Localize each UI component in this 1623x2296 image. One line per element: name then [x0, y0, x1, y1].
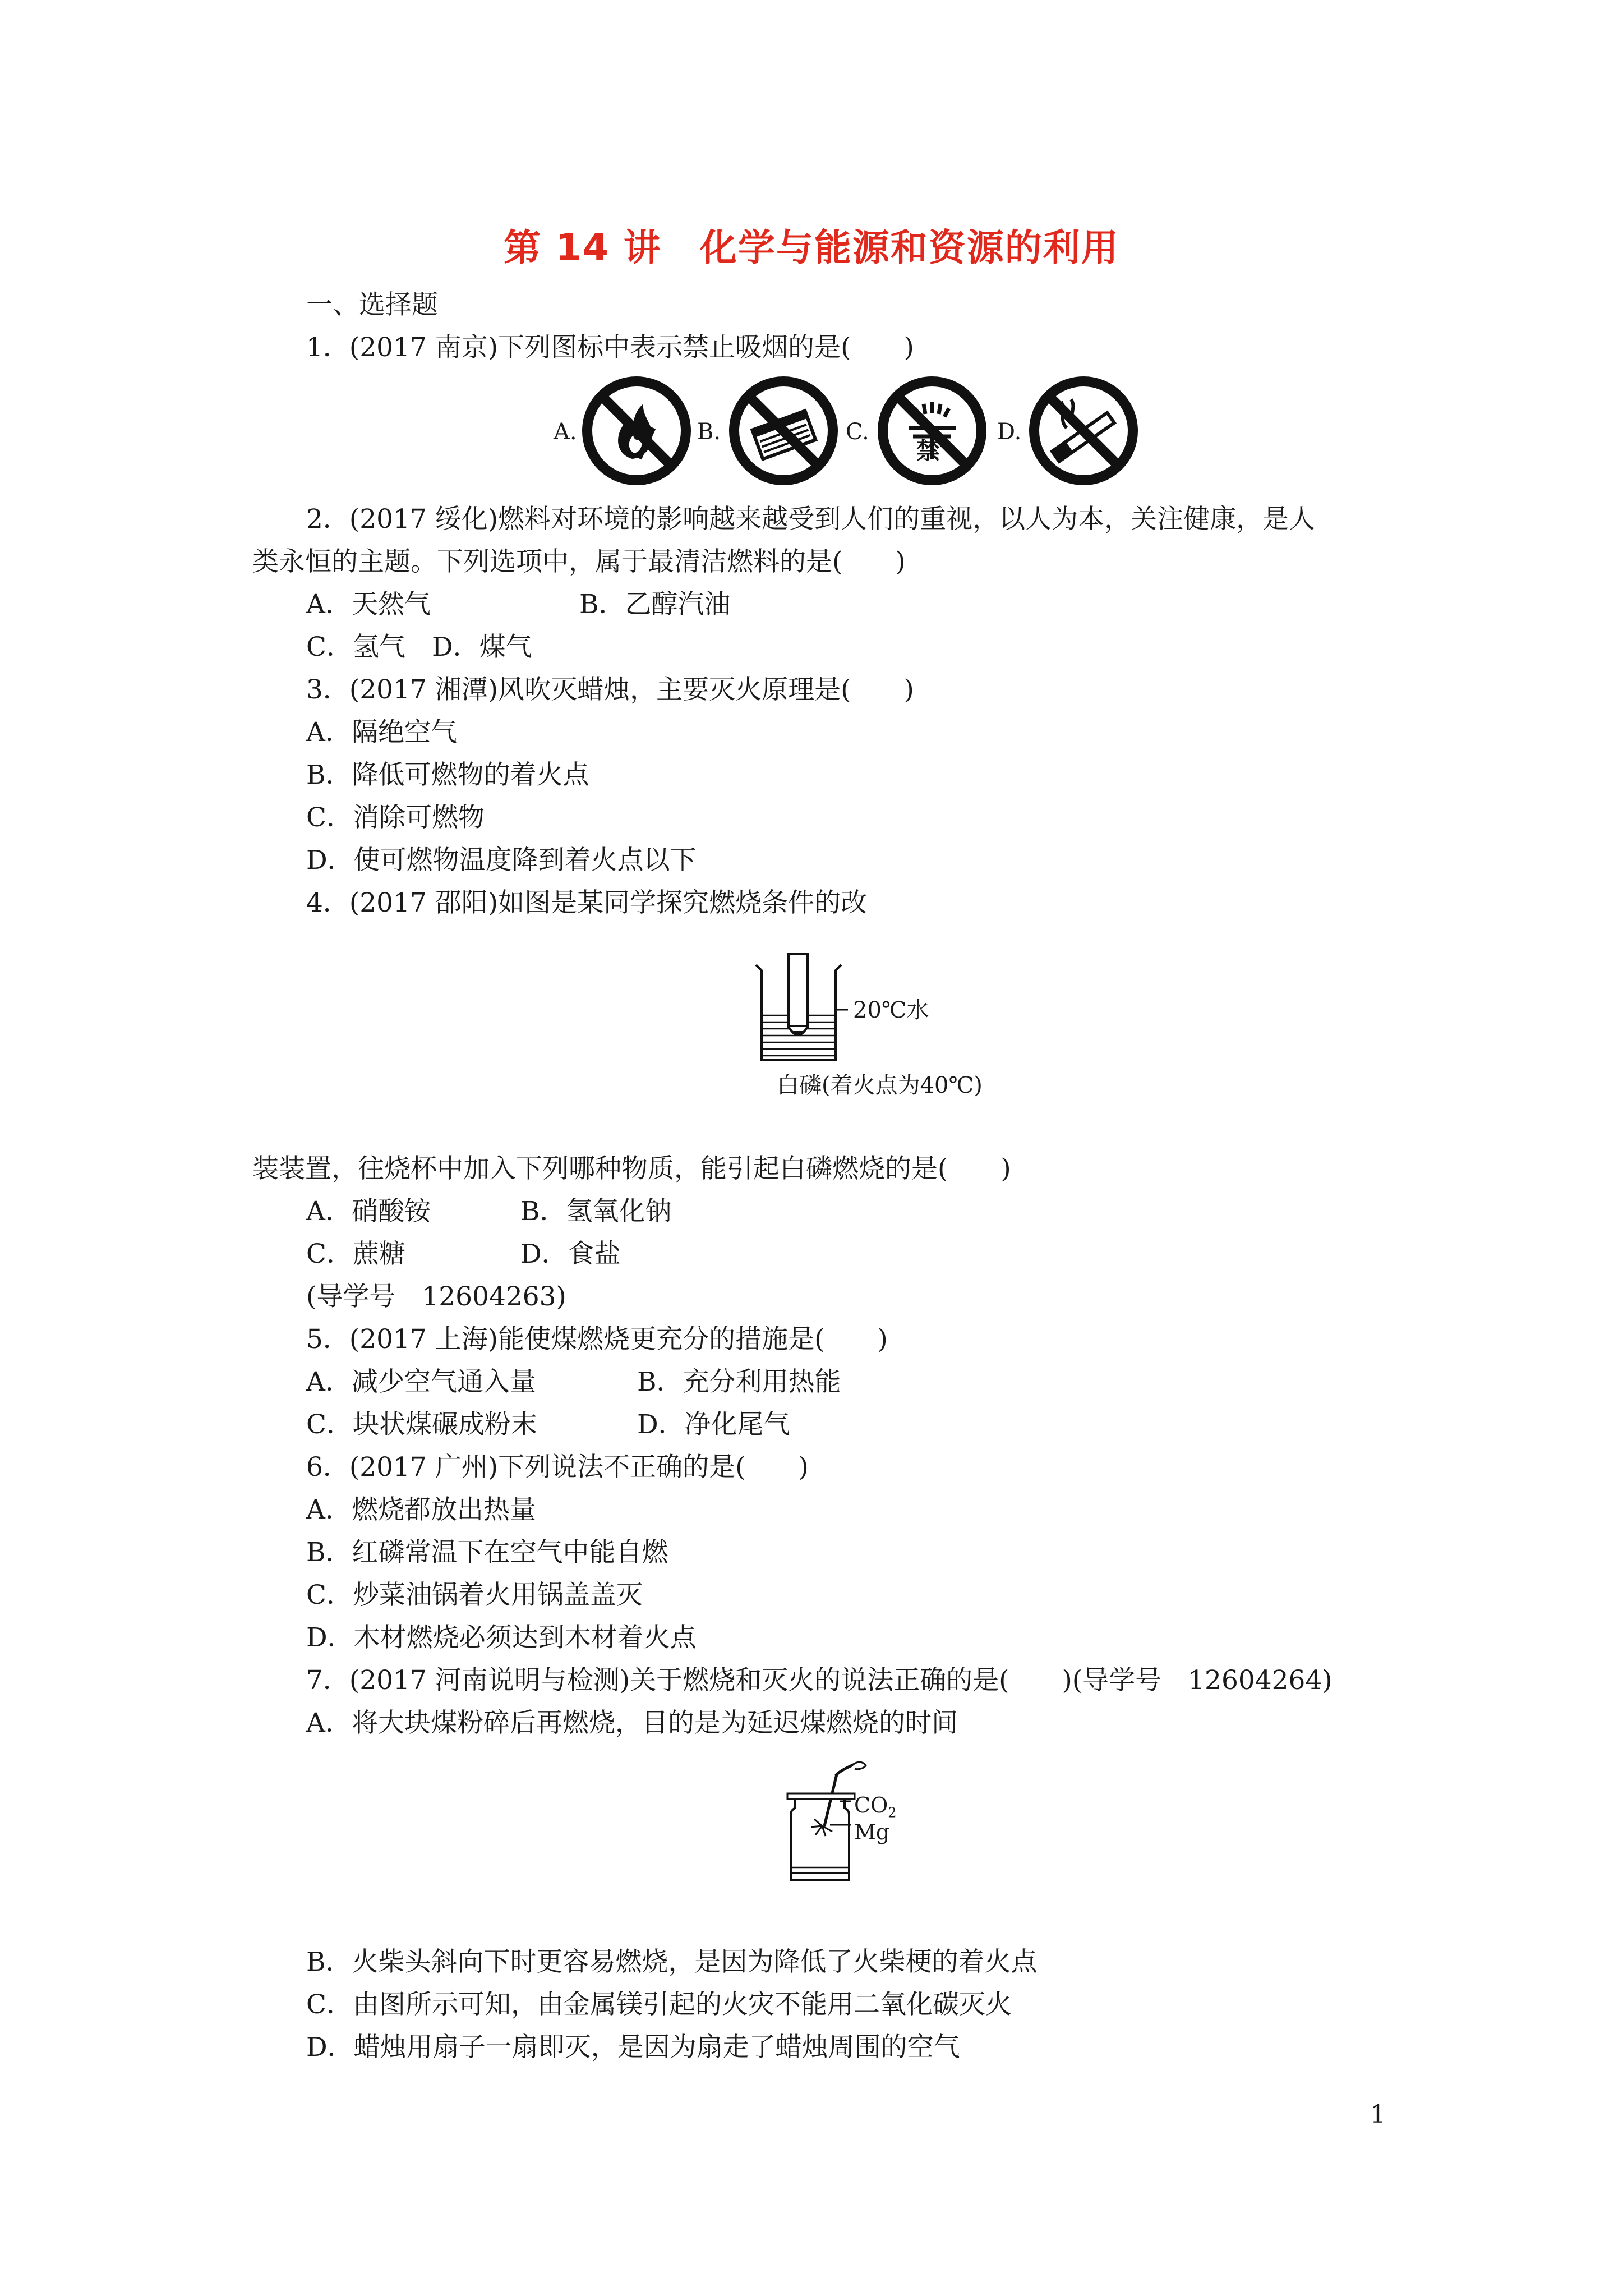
q1-option-a-label: A.	[554, 419, 577, 445]
q3-option-b: B．降低可燃物的着火点	[306, 760, 589, 790]
co2-subscript: 2	[888, 1805, 897, 1821]
q1-option-c-label: C.	[846, 419, 869, 445]
q7-option-d: D．蜡烛用扇子一扇即灭，是因为扇走了蜡烛周围的空气	[306, 2032, 960, 2063]
q3-option-a: A．隔绝空气	[306, 717, 457, 748]
q6-option-c: C．炒菜油锅着火用锅盖盖灭	[306, 1580, 643, 1611]
beaker-caption: 白磷(着火点为40℃)	[777, 1073, 983, 1098]
q4-option-c: C．蔗糖	[306, 1239, 405, 1269]
page-number: 1	[1370, 2100, 1386, 2129]
q4-guide-number: (导学号 12604263)	[306, 1281, 566, 1312]
q4-option-a: A．硝酸铵	[306, 1196, 431, 1227]
q7-option-b: B．火柴头斜向下时更容易燃烧，是因为降低了火柴梗的着火点	[306, 1947, 1038, 1977]
q1-option-b-label: B.	[697, 419, 721, 445]
no-open-flame-icon	[580, 375, 693, 487]
q4-option-d: D．食盐	[520, 1239, 621, 1269]
q3-option-d: D．使可燃物温度降到着火点以下	[306, 845, 697, 876]
q2-options-cd: C．氢气 D．煤气	[306, 632, 532, 662]
no-smoking-icon	[1027, 375, 1140, 487]
q6-option-a: A．燃烧都放出热量	[306, 1494, 536, 1525]
section-heading: 一、选择题	[306, 289, 438, 320]
no-fireworks-icon-text: 禁	[916, 437, 940, 464]
q5-stem: 5．(2017 上海)能使煤燃烧更充分的措施是( )	[306, 1324, 888, 1355]
q1-option-d-label: D.	[997, 419, 1022, 445]
no-matches-icon	[727, 375, 840, 487]
q2-stem-line1: 2．(2017 绥化)燃料对环境的影响越来越受到人们的重视，以人为本，关注健康，是人	[306, 504, 1316, 535]
q2-option-b: B．乙醇汽油	[579, 589, 731, 620]
q6-stem: 6．(2017 广州)下列说法不正确的是( )	[306, 1452, 809, 1483]
mg-label: Mg	[854, 1820, 890, 1844]
q6-option-b: B．红磷常温下在空气中能自燃	[306, 1537, 668, 1568]
beaker-water-label: 20℃水	[853, 997, 929, 1023]
q4-stem-line2: 装装置，往烧杯中加入下列哪种物质，能引起白磷燃烧的是( )	[252, 1153, 1011, 1184]
page-title: 第 14 讲 化学与能源和资源的利用	[504, 226, 1119, 269]
q4-option-b: B．氢氧化钠	[520, 1196, 672, 1227]
q6-option-d: D．木材燃烧必须达到木材着火点	[306, 1622, 697, 1653]
q1-stem: 1．(2017 南京)下列图标中表示禁止吸烟的是( )	[306, 332, 914, 363]
q2-option-a: A．天然气	[306, 589, 431, 620]
no-fireworks-icon	[876, 375, 988, 487]
q5-option-b: B．充分利用热能	[637, 1366, 841, 1397]
q3-option-c: C．消除可燃物	[306, 802, 485, 833]
q5-option-d: D．净化尾气	[637, 1409, 790, 1440]
q5-option-c: C．块状煤碾成粉末	[306, 1409, 537, 1440]
q7-option-c: C．由图所示可知，由金属镁引起的火灾不能用二氧化碳灭火	[306, 1989, 1012, 2020]
q7-option-a: A．将大块煤粉碎后再燃烧，目的是为延迟煤燃烧的时间	[306, 1708, 958, 1738]
q5-option-a: A．减少空气通入量	[306, 1366, 536, 1397]
co2-text: CO	[854, 1793, 888, 1818]
q7-stem: 7．(2017 河南说明与检测)关于燃烧和灭火的说法正确的是( )(导学号 12604264)	[306, 1665, 1332, 1696]
q2-stem-line2: 类永恒的主题。下列选项中，属于最清洁燃料的是( )	[252, 546, 906, 577]
q3-stem: 3．(2017 湘潭)风吹灭蜡烛，主要灭火原理是( )	[306, 674, 914, 705]
q4-stem-line1: 4．(2017 邵阳)如图是某同学探究燃烧条件的改	[306, 887, 868, 918]
